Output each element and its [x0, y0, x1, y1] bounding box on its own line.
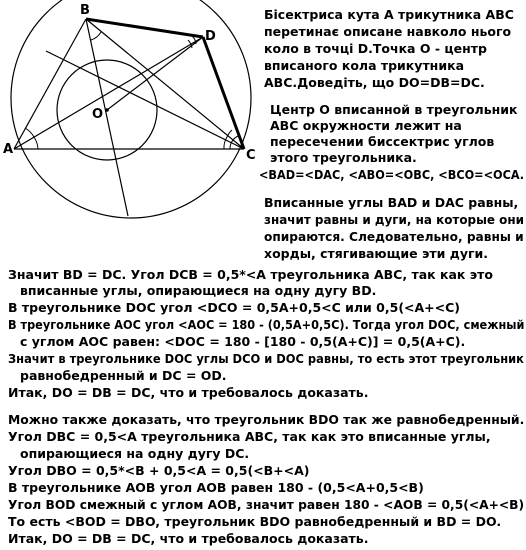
proof-line: равнобедренный и DC = OD.	[20, 368, 227, 383]
arc-line: значит равны и дуги, на которые они	[264, 212, 525, 227]
point-o	[105, 108, 109, 112]
label-a: A	[3, 142, 14, 157]
problem-line: перетинає описане навколо нього	[264, 24, 512, 39]
problem-line: ABC.Доведіть, що DO=DB=DC.	[264, 75, 485, 90]
alt-proof-line: опирающиеся на одну дугу DC.	[20, 446, 250, 461]
proof-line: вписанные углы, опирающиеся на одну дугу BD.	[20, 283, 377, 298]
angle-mark-c2	[227, 130, 232, 137]
proof-line: Итак, DO = DB = DC, что и требовалось доказать.	[8, 385, 369, 400]
angle-mark-b	[91, 32, 101, 40]
chord-bd	[86, 19, 203, 37]
angle-mark-a	[34, 137, 38, 149]
alt-proof-line: Угол DBO = 0,5*<B + 0,5<A = 0,5(<B+<A)	[8, 463, 310, 478]
fact-line: АВС окружности лежит на	[270, 118, 462, 133]
problem-line: вписаного кола трикутника	[264, 58, 464, 73]
problem-line: коло в точці D.Точка О - центр	[264, 41, 487, 56]
bisector-ad	[14, 37, 203, 149]
fact-line: Центр О вписанной в треугольник	[270, 102, 518, 117]
alt-proof-line: То есть <BOD = DBO, треугольник BDO равнобедренный и BD = DO.	[8, 514, 502, 529]
label-o: O	[92, 107, 104, 122]
arc-line: Вписанные углы BAD и DAC равны,	[264, 195, 519, 210]
alt-proof-line: В треугольнике АОВ угол АОВ равен 180 - (0,5<A+0,5<B)	[8, 480, 424, 495]
fact-line: этого треугольника.	[270, 150, 417, 165]
alt-proof-line: Итак, DO = DB = DC, что и требовалось доказать.	[8, 531, 369, 546]
proof-line: Значит BD = DC. Угол DCB = 0,5*<A треугольника АВС, так как это	[8, 267, 493, 282]
proof-line: с углом АОС равен: <DOC = 180 - [180 - 0,5(A+C)] = 0,5(A+C).	[20, 334, 466, 349]
alt-proof-line: Угол DBC = 0,5<A треугольника АВС, так как это вписанные углы,	[8, 429, 491, 444]
angle-mark-a2	[25, 128, 34, 137]
arc-line: хорды, стягивающие эти дуги.	[264, 246, 489, 261]
label-c: C	[246, 148, 256, 163]
label-b: B	[80, 3, 90, 18]
arc-line: опираются. Следовательно, равны и	[264, 229, 524, 244]
fact-line: пересечении биссектрис углов	[270, 134, 495, 149]
fact-line: <BAD=<DAC, <ABO=<OBC, <BCO=<OCA.	[259, 167, 525, 182]
proof-line: Значит в треугольнике DOC углы DCO и DOC равны, то есть этот треугольник	[8, 351, 524, 366]
alt-proof-line: Можно также доказать, что треугольник BDO так же равнобедренный.	[8, 412, 525, 427]
alt-proof-line: Угол BOD смежный с углом АОВ, значит равен 180 - <AOB = 0,5(<A+<B)	[8, 497, 525, 512]
problem-line: Бісектриса кута А трикутника АВС	[264, 7, 514, 22]
proof-line: В треугольнике DOC угол <DCO = 0,5A+0,5<C или 0,5(<A+<C)	[8, 300, 461, 315]
side-ab	[14, 19, 86, 149]
label-d: D	[205, 29, 216, 44]
proof-line: В треугольнике АОС угол <AOC = 180 - (0,5A+0,5C). Тогда угол DOC, смежный	[8, 317, 525, 332]
